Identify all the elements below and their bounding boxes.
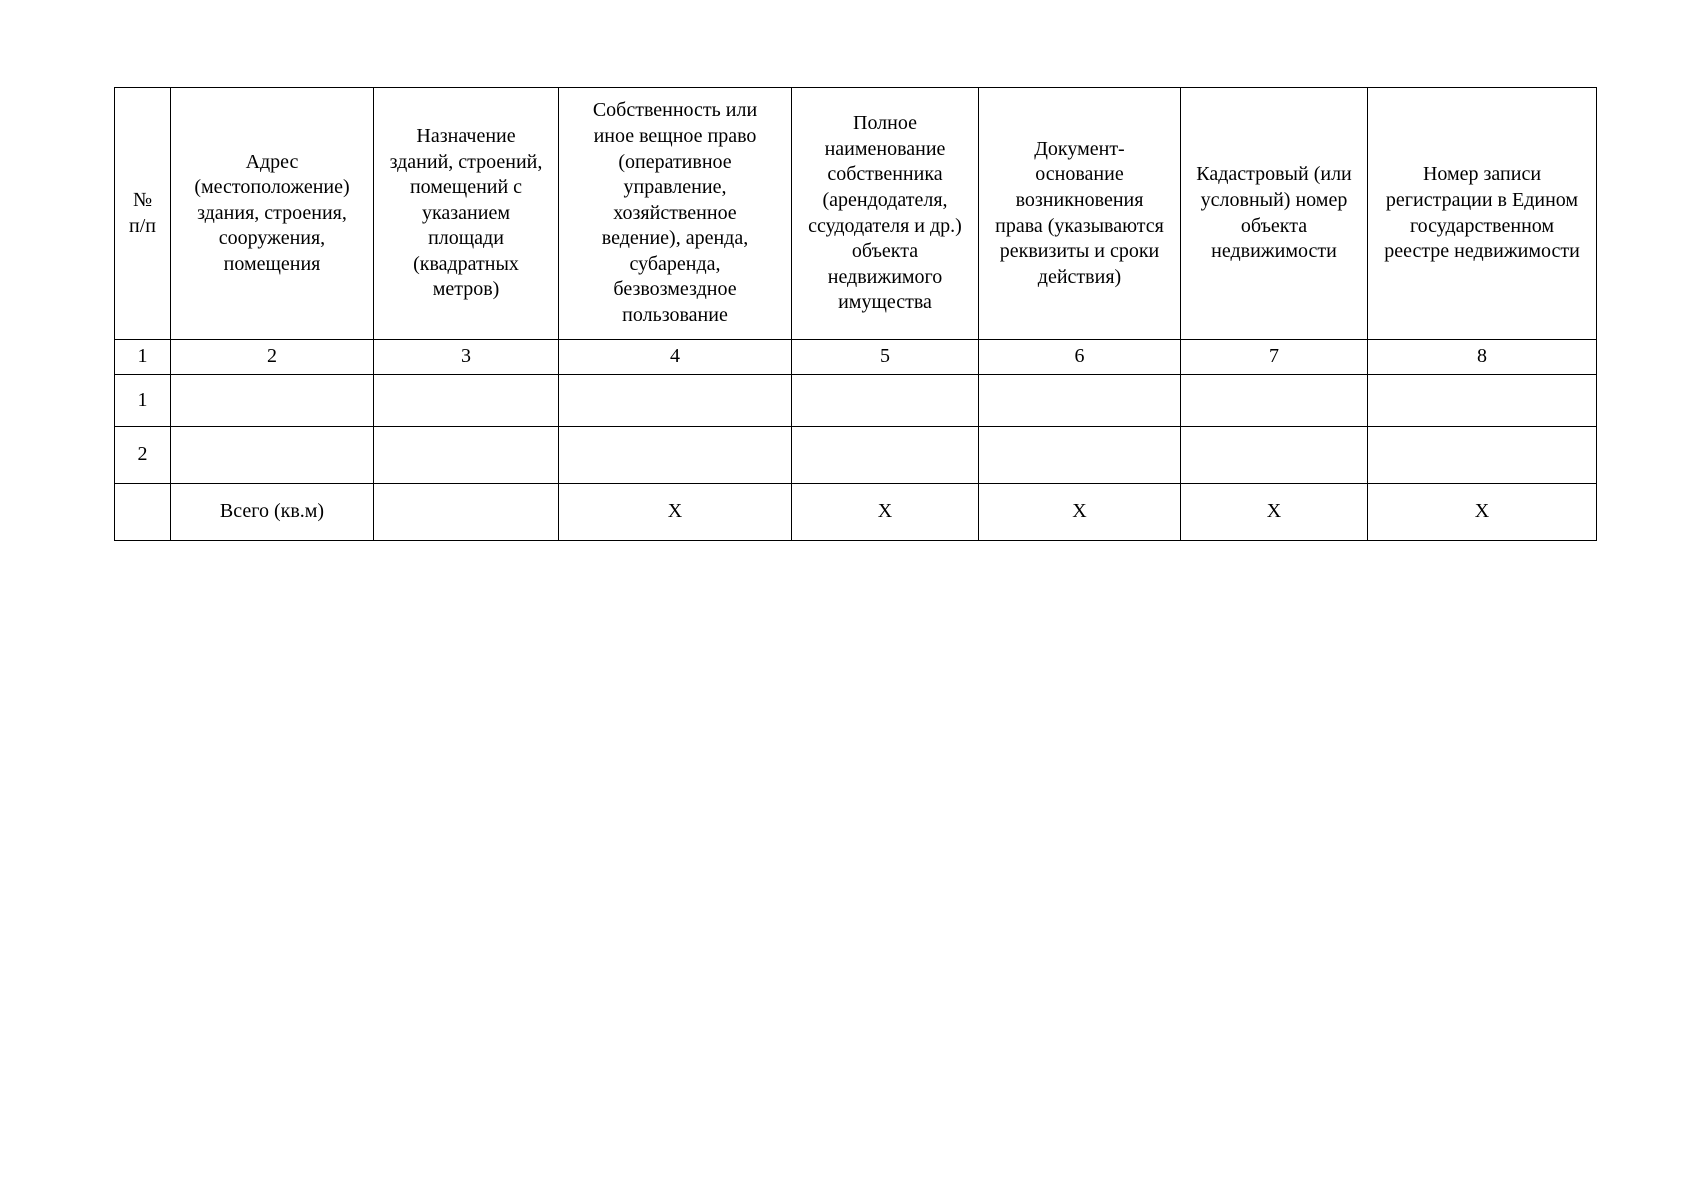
table-cell [171, 375, 374, 427]
total-x-cell: X [1181, 484, 1368, 541]
header-cell-owner-name: Полное наименование собственника (арендодателя, ссудодателя и др.) объекта недвижимого имущества [792, 88, 979, 340]
header-cell-number: № п/п [115, 88, 171, 340]
real-estate-register-table [114, 87, 1597, 541]
column-number-cell: 7 [1181, 340, 1368, 375]
header-cell-ownership: Собственность или иное вещное право (оперативное управление, хозяйственное ведение), аренда, субаренда, безвозмездное пользование [559, 88, 792, 340]
column-number-cell: 8 [1368, 340, 1597, 375]
table-cell [1181, 375, 1368, 427]
table-row [115, 375, 1597, 427]
header-row [115, 88, 1597, 340]
table-cell [1368, 427, 1597, 484]
table-cell [1181, 427, 1368, 484]
table-cell [792, 375, 979, 427]
table-cell [792, 427, 979, 484]
total-x-cell: X [792, 484, 979, 541]
total-row [115, 484, 1597, 541]
header-cell-registry-record: Номер записи регистрации в Едином государственном реестре недвижимости [1368, 88, 1597, 340]
total-number-cell [115, 484, 171, 541]
row-number-cell: 2 [115, 427, 171, 484]
header-cell-cadastral-number: Кадастровый (или условный) номер объекта недвижимости [1181, 88, 1368, 340]
table-cell [374, 375, 559, 427]
header-cell-purpose: Назначение зданий, строений, помещений с указанием площади (квадратных метров) [374, 88, 559, 340]
column-number-row [115, 340, 1597, 375]
table-cell [979, 375, 1181, 427]
table-cell [979, 427, 1181, 484]
document-sheet [114, 87, 1597, 541]
header-cell-address: Адрес (местоположение) здания, строения, сооружения, помещения [171, 88, 374, 340]
row-number-cell: 1 [115, 375, 171, 427]
column-number-cell: 5 [792, 340, 979, 375]
total-area-cell [374, 484, 559, 541]
table-cell [171, 427, 374, 484]
total-label: Всего (кв.м) [171, 484, 374, 541]
total-x-cell: X [1368, 484, 1597, 541]
total-x-cell: X [979, 484, 1181, 541]
total-x-cell: X [559, 484, 792, 541]
table-cell [559, 375, 792, 427]
column-number-cell: 1 [115, 340, 171, 375]
column-number-cell: 6 [979, 340, 1181, 375]
table-cell [559, 427, 792, 484]
table-row [115, 427, 1597, 484]
column-number-cell: 3 [374, 340, 559, 375]
table-cell [374, 427, 559, 484]
table-cell [1368, 375, 1597, 427]
column-number-cell: 4 [559, 340, 792, 375]
header-cell-basis-document: Документ- основание возникновения права (указываются реквизиты и сроки действия) [979, 88, 1181, 340]
column-number-cell: 2 [171, 340, 374, 375]
